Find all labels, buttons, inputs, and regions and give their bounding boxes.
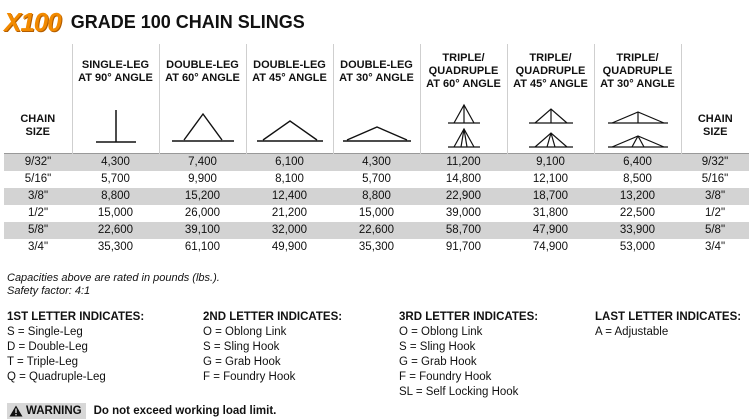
legend-item: S = Sling Hook xyxy=(203,341,280,353)
capacity-cell: 15,000 xyxy=(97,207,134,219)
capacity-cell: 39,000 xyxy=(445,207,482,219)
capacity-cell: 4,300 xyxy=(333,153,420,171)
capacity-cell: 35,300 xyxy=(358,241,395,253)
legend-item: O = Oblong Link xyxy=(399,326,483,338)
legend-item: Q = Quadruple-Leg xyxy=(7,371,106,383)
page-header xyxy=(4,2,305,42)
legend-first-letter xyxy=(7,310,144,385)
capacity-cell: 8,500 xyxy=(623,173,652,185)
table-row xyxy=(4,222,749,239)
double-leg-30-icon xyxy=(333,99,420,153)
capacity-cell: 5,700 xyxy=(362,173,391,185)
table-row xyxy=(4,153,749,171)
capacity-cell: 5,700 xyxy=(101,173,130,185)
capacity-cell: 8,800 xyxy=(333,188,420,205)
diagram-row xyxy=(4,99,749,153)
capacity-cell: 8,800 xyxy=(72,188,159,205)
chain-size-label-right: CHAIN SIZE xyxy=(681,99,749,153)
chain-size-cell: 5/8" xyxy=(4,222,72,239)
capacity-cell: 22,900 xyxy=(420,188,507,205)
capacity-cell: 47,900 xyxy=(507,222,594,239)
capacity-cell: 22,600 xyxy=(72,222,159,239)
legend-heading: 2ND LETTER INDICATES: xyxy=(203,311,343,323)
chain-size-cell: 3/8" xyxy=(681,188,749,205)
capacity-cell: 32,000 xyxy=(246,222,333,239)
legend-item: S = Sling Hook xyxy=(399,341,476,353)
capacity-cell: 91,700 xyxy=(445,241,482,253)
legend-second-letter xyxy=(203,310,342,385)
x100-logo: X100 xyxy=(4,6,61,37)
col-header-2: DOUBLE-LEG AT 60° ANGLE xyxy=(159,44,246,99)
capacity-cell: 7,400 xyxy=(159,153,246,171)
legend-item: S = Single-Leg xyxy=(7,326,83,338)
capacity-cell: 6,100 xyxy=(246,153,333,171)
col-header-3: DOUBLE-LEG AT 45° ANGLE xyxy=(246,44,333,99)
capacity-unit-note: Capacities above are rated in pounds (lbs.). xyxy=(7,272,220,284)
legend-item: G = Grab Hook xyxy=(203,356,281,368)
table-row xyxy=(4,205,749,222)
capacity-table xyxy=(4,44,749,256)
chain-size-cell: 5/16" xyxy=(24,173,52,185)
capacity-cell: 31,800 xyxy=(532,207,569,219)
warning-badge xyxy=(7,403,86,419)
warning-label: WARNING xyxy=(26,405,82,417)
table-row xyxy=(4,188,749,205)
capacity-cell: 33,900 xyxy=(594,222,681,239)
legend-heading: 3RD LETTER INDICATES: xyxy=(399,311,539,323)
double-leg-60-icon xyxy=(159,99,246,153)
capacity-cell: 61,100 xyxy=(184,241,221,253)
capacity-cell: 14,800 xyxy=(445,173,482,185)
chain-size-cell: 3/4" xyxy=(27,241,49,253)
double-leg-45-icon xyxy=(246,99,333,153)
capacity-cell: 21,200 xyxy=(271,207,308,219)
col-header-4: DOUBLE-LEG AT 30° ANGLE xyxy=(333,44,420,99)
capacity-cell: 15,200 xyxy=(159,188,246,205)
triple-quad-30-icon xyxy=(594,99,681,153)
triple-quad-45-icon xyxy=(507,99,594,153)
capacity-cell: 39,100 xyxy=(159,222,246,239)
capacity-cell: 9,900 xyxy=(188,173,217,185)
capacity-cell: 22,600 xyxy=(333,222,420,239)
warning-triangle-icon xyxy=(9,405,23,417)
capacity-cell: 18,700 xyxy=(507,188,594,205)
capacity-cell: 58,700 xyxy=(420,222,507,239)
capacity-cell: 26,000 xyxy=(184,207,221,219)
single-leg-icon xyxy=(72,99,159,153)
corner-cell-right xyxy=(681,44,749,99)
chain-size-cell: 5/16" xyxy=(701,173,729,185)
table-row xyxy=(4,239,749,256)
legend-last-letter xyxy=(595,310,741,340)
capacity-cell: 13,200 xyxy=(594,188,681,205)
legend-item: SL = Self Locking Hook xyxy=(399,386,519,398)
capacity-cell: 74,900 xyxy=(532,241,569,253)
warning-notice xyxy=(7,403,276,419)
capacity-cell: 11,200 xyxy=(420,153,507,171)
triple-quad-60-icon xyxy=(420,99,507,153)
capacity-cell: 12,100 xyxy=(532,173,569,185)
capacity-cell: 6,400 xyxy=(594,153,681,171)
capacity-cell: 49,900 xyxy=(271,241,308,253)
col-header-7: TRIPLE/ QUADRUPLE AT 30° ANGLE xyxy=(594,44,681,99)
legend-heading: 1ST LETTER INDICATES: xyxy=(7,311,145,323)
chain-size-label-left: CHAIN SIZE xyxy=(4,99,72,153)
legend-third-letter xyxy=(399,310,538,400)
chain-size-cell: 1/2" xyxy=(704,207,726,219)
page-title: GRADE 100 CHAIN SLINGS xyxy=(70,11,305,32)
capacity-cell: 53,000 xyxy=(619,241,656,253)
chain-size-cell: 9/32" xyxy=(681,153,749,171)
capacity-cell: 9,100 xyxy=(507,153,594,171)
legend-item: O = Oblong Link xyxy=(203,326,287,338)
chain-size-cell: 3/4" xyxy=(704,241,726,253)
legend-item: A = Adjustable xyxy=(595,326,669,338)
chain-size-cell: 3/8" xyxy=(4,188,72,205)
legend-item: D = Double-Leg xyxy=(7,341,88,353)
corner-cell xyxy=(4,44,72,99)
capacity-cell: 35,300 xyxy=(97,241,134,253)
legend-item: G = Grab Hook xyxy=(399,356,477,368)
capacity-cell: 12,400 xyxy=(246,188,333,205)
legend-item: F = Foundry Hook xyxy=(203,371,296,383)
col-header-5: TRIPLE/ QUADRUPLE AT 60° ANGLE xyxy=(420,44,507,99)
table-row xyxy=(4,171,749,188)
safety-factor-note: Safety factor: 4:1 xyxy=(7,285,91,297)
capacity-cell: 15,000 xyxy=(358,207,395,219)
legend-heading: LAST LETTER INDICATES: xyxy=(595,311,742,323)
col-header-1: SINGLE-LEG AT 90° ANGLE xyxy=(72,44,159,99)
chain-size-cell: 5/8" xyxy=(681,222,749,239)
capacity-cell: 8,100 xyxy=(275,173,304,185)
capacity-cell: 22,500 xyxy=(619,207,656,219)
warning-text: Do not exceed working load limit. xyxy=(93,405,277,417)
chain-size-cell: 1/2" xyxy=(27,207,49,219)
column-header-row xyxy=(4,44,749,99)
capacity-cell: 4,300 xyxy=(72,153,159,171)
legend-item: F = Foundry Hook xyxy=(399,371,492,383)
col-header-6: TRIPLE/ QUADRUPLE AT 45° ANGLE xyxy=(507,44,594,99)
legend-item: T = Triple-Leg xyxy=(7,356,79,368)
capacity-notes xyxy=(7,272,220,298)
chain-size-cell: 9/32" xyxy=(4,153,72,171)
